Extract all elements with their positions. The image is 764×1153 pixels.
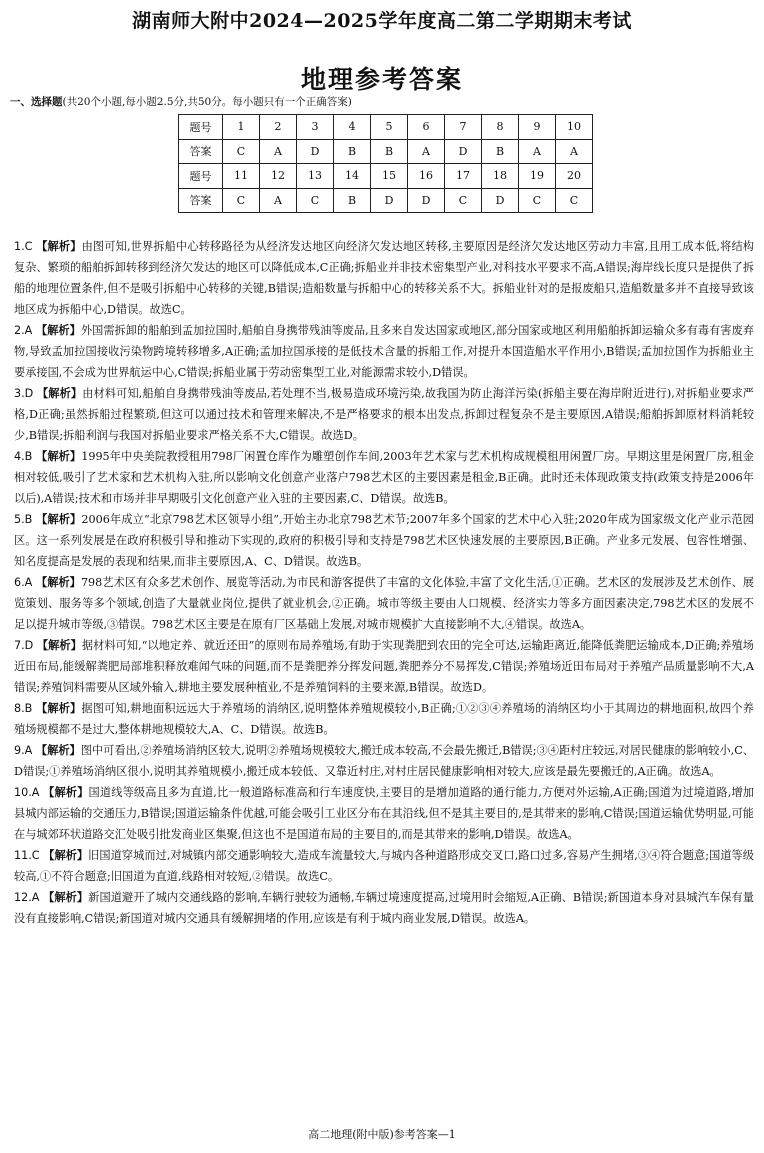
answer-cell: C — [223, 188, 260, 213]
question-number-cell: 10 — [556, 115, 593, 140]
question-number-cell: 9 — [519, 115, 556, 140]
analysis-tag: 【解析】 — [43, 891, 89, 904]
answer-cell: B — [371, 139, 408, 164]
question-number-cell: 14 — [334, 164, 371, 189]
explanation-text: 旧国道穿城而过,对城镇内部交通影响较大,造成车流量较大,与城内各种道路形成交叉口,路口过多,容易产生拥堵,③④符合题意;国道等级较高,①不符合题意;旧国道为直道,线路相对较短,②错误。故选C。 — [14, 849, 754, 883]
answer-table-row-q2 — [179, 164, 593, 189]
explanation-item — [14, 509, 754, 572]
question-number-cell: 4 — [334, 115, 371, 140]
answer-cell: A — [408, 139, 445, 164]
question-answer-number: 11.C — [14, 849, 40, 862]
explanation-item — [14, 320, 754, 383]
question-number-cell: 18 — [482, 164, 519, 189]
answer-cell: B — [334, 139, 371, 164]
row-label-question: 题号 — [179, 164, 223, 189]
answer-table-row-q1 — [179, 115, 593, 140]
analysis-tag: 【解析】 — [35, 576, 81, 589]
question-answer-number: 6.A — [14, 576, 33, 589]
answer-cell: C — [445, 188, 482, 213]
analysis-tag: 【解析】 — [36, 513, 82, 526]
question-answer-number: 12.A — [14, 891, 40, 904]
explanation-text: 1995年中央美院教授租用798厂闲置仓库作为雕塑创作车间,2003年艺术家与艺术机构成规模租用闲置厂房。早期这里是闲置厂房,租金相对较低,吸引了艺术家和艺术机构入驻,所以影响文化创意产业落户798艺术区的主要因素是租金,B正确。此时还未体现政策支持(政策支持是2006年以后),A错误;技术和市场并非早期吸引文化创意产业入驻的主要因素,C、D错误。故选B。 — [14, 450, 754, 505]
analysis-tag: 【解析】 — [36, 702, 82, 715]
question-number-cell: 1 — [223, 115, 260, 140]
question-number-cell: 8 — [482, 115, 519, 140]
question-number-cell: 6 — [408, 115, 445, 140]
question-answer-number: 5.B — [14, 513, 33, 526]
question-number-cell: 15 — [371, 164, 408, 189]
question-answer-number: 7.D — [14, 639, 34, 652]
explanation-text: 图中可看出,②养殖场消纳区较大,说明②养殖场规模较大,搬迁成本较高,不会最先搬迁,B错误;③④距村庄较远,对居民健康的影响较小,C、D错误;①养殖场消纳区很小,说明其养殖规模小,搬迁成本较低、又靠近村庄,对村庄居民健康影响相对较大,应该是最先要搬迁的,A正确。故选A。 — [14, 744, 754, 778]
explanation-item — [14, 236, 754, 320]
answer-cell: D — [408, 188, 445, 213]
explanation-item — [14, 782, 754, 845]
answer-cell: A — [260, 188, 297, 213]
answer-cell: C — [297, 188, 334, 213]
question-number-cell: 12 — [260, 164, 297, 189]
explanation-item — [14, 383, 754, 446]
explanation-text: 外国需拆卸的船舶到孟加拉国时,船舶自身携带残油等废品,且多来自发达国家或地区,部分国家或地区利用船舶拆卸运输众多有毒有害废弃物,导致孟加拉国接收污染物跨境转移增多,A正确;孟加拉国承接的是低技术含量的拆船工作,对提升本国造船水平作用小,B错误;孟加拉国作为拆船业主要承接国,不会成为世界航运中心,C错误;拆船业属于劳动密集型工业,对能源需求较小,D错误。 — [14, 324, 754, 379]
question-number-cell: 17 — [445, 164, 482, 189]
question-answer-number: 9.A — [14, 744, 33, 757]
question-number-cell: 13 — [297, 164, 334, 189]
explanation-item — [14, 446, 754, 509]
analysis-tag: 【解析】 — [36, 240, 82, 253]
explanation-item — [14, 887, 754, 929]
section-label: 一、选择题 — [10, 96, 63, 108]
explanation-text: 由图可知,世界拆船中心转移路径为从经济发达地区向经济欠发达地区转移,主要原因是经济欠发达地区劳动力丰富,且用工成本低,将结构复杂、繁琐的船舶拆卸转移到经济欠发达的地区可以降低成本,C正确;拆船业并非技术密集型产业,对科技水平要求不高,A错误;海岸线长度只是提供了拆船的地理位置条件,但不是吸引拆船中心转移的关键,B错误;造船数量与拆船中心的转移关系不大。拆船业针对的是报废船只,造船数量多并不直接导致该地区成为拆船中心,D错误。故选C。 — [14, 240, 754, 316]
explanation-text: 798艺术区有众多艺术创作、展览等活动,为市民和游客提供了丰富的文化体验,丰富了文化生活,①正确。艺术区的发展涉及艺术创作、展览策划、服务等多个领域,创造了大量就业岗位,提供了就业机会,②正确。城市等级主要由人口规模、经济实力等多方面因素决定,798艺术区的发展不足以提升城市等级,③错误。798艺术区主要是在原有厂区基础上发展,对城市规模扩大直接影响不大,④错误。故选A。 — [14, 576, 754, 631]
section-note: (共20个小题,每小题2.5分,共50分。每小题只有一个正确答案) — [62, 96, 352, 108]
answer-cell: D — [482, 188, 519, 213]
question-number-cell: 20 — [556, 164, 593, 189]
analysis-tag: 【解析】 — [36, 450, 82, 463]
question-answer-number: 2.A — [14, 324, 33, 337]
question-number-cell: 16 — [408, 164, 445, 189]
explanation-text: 2006年成立“北京798艺术区领导小组”,开始主办北京798艺术节;2007年多个国家的艺术中心入驻;2020年成为国家级文化产业示范园区。这一系列发展是在政府积极引导和推动下实现的,政府的积极引导和支持是798艺术区快速发展的主要原因,B正确。产业多元发展、包容性增强、知名度提高是发展的表现和结果,而非主要原因,A、C、D错误。故选B。 — [14, 513, 754, 568]
page-title: 湖南师大附中2024—2025学年度高二第二学期期末考试 — [132, 10, 632, 32]
question-number-cell: 3 — [297, 115, 334, 140]
explanation-text: 新国道避开了城内交通线路的影响,车辆行驶较为通畅,车辆过境速度提高,过境用时会缩短,A正确、B错误;新国道本身对县城汽车保有量没有直接影响,C错误;新国道对城内交通具有缓解拥堵的作用,应该是有利于城内商业发展,D错误。故选A。 — [14, 891, 754, 925]
explanation-text: 国道线等级高且多为直道,比一般道路标准高和行车速度快,主要目的是增加道路的通行能力,方便对外运输,A正确;国道为过境道路,增加县城内部运输的交通压力,B错误;国道运输条件优越,可能会吸引工业区分布在其沿线,但不是其主要目的,是其带来的影响,C错误;国道运输优势明显,可能在与城郊环状道路交汇处吸引批发商业区集聚,但这也不是国道布局的主要目的,而是其带来的影响,D错误。故选A。 — [14, 786, 754, 841]
analysis-tag: 【解析】 — [43, 849, 89, 862]
answer-table-row-a2 — [179, 188, 593, 213]
question-number-cell: 2 — [260, 115, 297, 140]
analysis-tag: 【解析】 — [36, 639, 82, 652]
answer-cell: B — [334, 188, 371, 213]
explanation-item — [14, 572, 754, 635]
explanation-text: 据材料可知,“以地定养、就近还田”的原则布局养殖场,有助于实现粪肥到农田的完全可达,运输距离近,能降低粪肥运输成本,D正确;养殖场近田布局,能缓解粪肥局部堆积释放难闻气味的问题,而不是粪肥养分挥发问题,粪肥养分不易挥发,C错误;养殖场近田布局对于养殖产品质量影响不大,A错误;养殖饲料需要从区域外输入,耕地主要发展种植业,不是养殖饲料的主要来源,B错误。故选D。 — [14, 639, 754, 694]
answer-cell: D — [371, 188, 408, 213]
explanation-item — [14, 740, 754, 782]
question-number-cell: 5 — [371, 115, 408, 140]
question-number-cell: 7 — [445, 115, 482, 140]
row-label-answer: 答案 — [179, 139, 223, 164]
explanation-item — [14, 845, 754, 887]
question-number-cell: 11 — [223, 164, 260, 189]
explanation-item — [14, 635, 754, 698]
answer-cell: A — [556, 139, 593, 164]
answer-cell: C — [223, 139, 260, 164]
answer-table-row-a1 — [179, 139, 593, 164]
row-label-question: 题号 — [179, 115, 223, 140]
question-answer-number: 3.D — [14, 387, 34, 400]
explanations — [14, 236, 754, 929]
section-heading — [10, 94, 352, 109]
answer-table — [178, 114, 593, 213]
answer-cell: D — [445, 139, 482, 164]
answer-cell: D — [297, 139, 334, 164]
question-number-cell: 19 — [519, 164, 556, 189]
analysis-tag: 【解析】 — [43, 786, 89, 799]
answer-cell: C — [556, 188, 593, 213]
row-label-answer: 答案 — [179, 188, 223, 213]
answer-cell: A — [519, 139, 556, 164]
question-answer-number: 1.C — [14, 240, 33, 253]
page-subtitle: 地理参考答案 — [300, 65, 463, 94]
answer-cell: A — [260, 139, 297, 164]
question-answer-number: 4.B — [14, 450, 33, 463]
answer-cell: B — [482, 139, 519, 164]
explanation-item — [14, 698, 754, 740]
analysis-tag: 【解析】 — [35, 744, 81, 757]
page-footer: 高二地理(附中版)参考答案—1 — [308, 1128, 456, 1141]
question-answer-number: 10.A — [14, 786, 40, 799]
analysis-tag: 【解析】 — [36, 387, 83, 400]
analysis-tag: 【解析】 — [35, 324, 81, 337]
explanation-text: 由材料可知,船舶自身携带残油等废品,若处理不当,极易造成环境污染,故我国为防止海洋污染(拆船主要在海岸附近进行),对拆船业要求严格,D正确;虽然拆船过程繁琐,但这可以通过技术和管理来解决,不是严格要求的根本出发点,拆卸过程复杂不是主要原因,A错误;船舶拆卸原材料消耗较少,B错误;拆船利润与我国对拆船业要求严格关系不大,C错误。故选D。 — [14, 387, 754, 442]
question-answer-number: 8.B — [14, 702, 33, 715]
answer-cell: C — [519, 188, 556, 213]
explanation-text: 据图可知,耕地面积远远大于养殖场的消纳区,说明整体养殖规模较小,B正确;①②③④养殖场的消纳区均小于其周边的耕地面积,故四个养殖场规模都不是过大,整体耕地规模较大,A、C、D错误。故选B。 — [14, 702, 754, 736]
